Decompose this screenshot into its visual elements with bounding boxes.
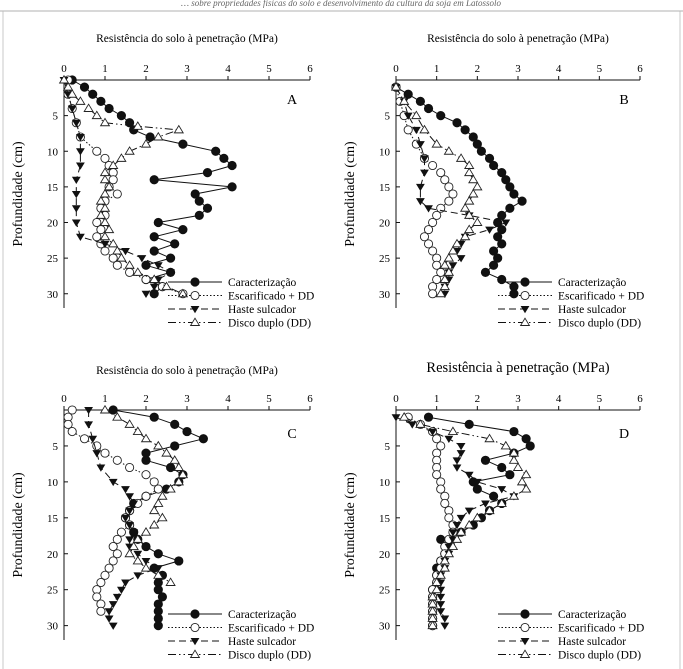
data-point [465, 168, 474, 175]
legend [498, 609, 644, 662]
data-point [109, 623, 118, 630]
legend-marker [521, 278, 529, 286]
data-point [125, 549, 134, 556]
data-point [420, 170, 429, 177]
legend-label: Escarificado + DD [228, 290, 315, 303]
data-point [412, 127, 421, 134]
x-axis-title: Resistência do solo à penetração (MPa) [427, 33, 609, 45]
data-point [424, 413, 432, 421]
y-tick-label: 25 [379, 253, 390, 266]
y-tick-label: 30 [47, 288, 58, 301]
data-point [195, 197, 203, 205]
data-point [166, 578, 175, 585]
x-tick-label: 1 [433, 393, 440, 405]
data-point [514, 463, 523, 470]
legend-label: Disco duplo (DD) [228, 649, 312, 662]
data-point [497, 486, 506, 493]
data-point [518, 478, 527, 485]
data-point [109, 601, 118, 608]
data-point [97, 465, 106, 472]
data-point [510, 427, 518, 435]
data-point [109, 479, 118, 486]
y-tick-label: 30 [47, 620, 58, 633]
data-point [510, 456, 519, 463]
data-point [154, 550, 162, 558]
series-filled-triangle-down [392, 414, 519, 630]
data-point [522, 470, 531, 477]
data-point [449, 262, 458, 269]
data-point [105, 615, 114, 622]
y-tick-label: 15 [379, 512, 390, 525]
data-point [473, 485, 481, 493]
data-point [72, 205, 81, 212]
data-point [440, 623, 449, 630]
data-point [444, 268, 453, 275]
legend-marker [191, 610, 199, 618]
data-point [179, 140, 187, 148]
y-tick-label: 10 [379, 476, 390, 489]
data-point [469, 175, 478, 182]
data-point [101, 406, 110, 413]
data-point [404, 126, 412, 134]
data-point [142, 492, 150, 500]
series-open-circle [64, 76, 187, 298]
legend-label: Disco duplo (DD) [228, 317, 312, 330]
data-point [453, 119, 461, 127]
x-tick-label: 3 [515, 393, 521, 405]
data-point [416, 97, 424, 105]
x-axis-title: Resistência do solo à penetração (MPa) [96, 365, 278, 377]
data-point [199, 435, 207, 443]
y-tick-label: 20 [379, 217, 390, 230]
legend-marker [191, 291, 199, 299]
legend-marker [521, 638, 530, 645]
data-point [498, 240, 506, 248]
y-axis-title: Profundidade (cm) [11, 141, 26, 247]
data-point [440, 282, 449, 289]
data-point [501, 442, 510, 449]
data-point [125, 420, 134, 427]
data-point [121, 580, 130, 587]
legend-label: Disco duplo (DD) [558, 317, 642, 330]
data-point [80, 435, 88, 443]
data-point [72, 191, 81, 198]
data-point [150, 247, 158, 255]
y-tick-label: 10 [47, 476, 58, 489]
data-point [171, 240, 179, 248]
data-point [101, 175, 110, 182]
legend-label: Escarificado + DD [558, 290, 645, 303]
data-point [465, 197, 474, 204]
data-point [477, 147, 485, 155]
data-point [84, 421, 93, 428]
data-point [93, 147, 101, 155]
panel-label: D [618, 427, 630, 442]
data-point [150, 284, 159, 291]
legend-label: Haste sulcador [228, 636, 297, 648]
legend-marker [521, 306, 530, 313]
y-tick-label: 5 [384, 440, 390, 453]
data-point [404, 90, 412, 98]
y-tick-label: 5 [52, 440, 58, 453]
data-point [142, 542, 150, 550]
y-tick-label: 25 [47, 253, 58, 266]
data-point [150, 176, 158, 184]
data-point [440, 261, 449, 268]
data-point [498, 463, 506, 471]
data-point [154, 442, 163, 449]
legend-marker [191, 278, 199, 286]
data-point [154, 133, 163, 140]
data-point [101, 118, 110, 125]
x-tick-label: 4 [555, 63, 562, 75]
legend-label: Escarificado + DD [558, 622, 645, 635]
y-tick-label: 25 [379, 584, 390, 597]
y-axis-title: Profundidade (cm) [343, 472, 358, 578]
data-point [171, 420, 179, 428]
data-point [113, 247, 122, 254]
panel-label: B [619, 93, 629, 108]
x-tick-label: 6 [637, 393, 643, 405]
series-open-triangle-up [400, 413, 531, 629]
legend [168, 609, 314, 662]
data-point [473, 183, 482, 190]
data-point [506, 204, 514, 212]
data-point [228, 161, 236, 169]
x-tick-label: 0 [61, 63, 67, 75]
x-tick-label: 6 [637, 63, 643, 75]
data-point [121, 486, 130, 493]
y-tick-label: 20 [379, 548, 390, 561]
x-tick-label: 3 [184, 63, 190, 75]
data-point [105, 104, 113, 112]
data-point [113, 261, 121, 269]
y-tick-label: 5 [384, 110, 390, 123]
x-tick-label: 4 [225, 63, 231, 75]
x-tick-label: 0 [393, 393, 399, 405]
data-point [150, 413, 158, 421]
data-point [121, 248, 130, 255]
data-point [424, 104, 432, 112]
x-tick-label: 1 [433, 63, 440, 75]
data-point [212, 147, 220, 155]
data-point [469, 190, 478, 197]
data-point [97, 97, 105, 105]
legend-marker [191, 318, 200, 325]
data-point [461, 126, 469, 134]
legend-marker [521, 610, 529, 618]
data-point [109, 240, 118, 247]
data-point [126, 268, 134, 276]
legend-marker [191, 638, 200, 645]
data-point [457, 154, 466, 161]
data-point [97, 607, 105, 615]
data-point [125, 536, 134, 543]
y-tick-label: 25 [47, 584, 58, 597]
data-point [203, 204, 211, 212]
data-point [183, 427, 191, 435]
x-axis-title: Resistência do solo à penetração (MPa) [96, 33, 278, 45]
x-tick-label: 3 [184, 393, 190, 405]
data-point [416, 184, 425, 191]
data-point [436, 601, 445, 608]
panel-label: C [287, 427, 297, 442]
legend-label: Disco duplo (DD) [558, 649, 642, 662]
x-tick-label: 2 [474, 393, 481, 405]
data-point [461, 232, 470, 239]
y-tick-label: 5 [52, 110, 58, 123]
data-point [440, 615, 449, 622]
legend-marker [521, 623, 529, 631]
data-point [490, 492, 498, 500]
data-point [457, 450, 466, 457]
data-point [436, 608, 445, 615]
data-point [522, 485, 531, 492]
data-point [412, 111, 421, 118]
data-point [101, 449, 109, 457]
data-point [68, 427, 76, 435]
legend [168, 277, 314, 330]
data-point [142, 275, 150, 283]
legend-marker [521, 318, 530, 325]
data-point [171, 442, 179, 450]
x-tick-label: 0 [61, 393, 67, 405]
series-filled-circle [68, 76, 236, 298]
data-point [117, 154, 126, 161]
data-point [518, 197, 526, 205]
data-point [429, 290, 437, 298]
data-point [437, 112, 445, 120]
data-point [510, 290, 518, 298]
data-point [429, 161, 437, 169]
y-tick-label: 20 [47, 217, 58, 230]
x-tick-label: 2 [143, 393, 149, 405]
data-point [453, 465, 462, 472]
legend-marker [191, 306, 200, 313]
y-axis-title: Profundidade (cm) [343, 141, 358, 247]
running-title: … sobre propriedades físicas do solo e desenvolvimento da cultura da soja em Latossolo [180, 0, 502, 8]
data-point [154, 218, 162, 226]
data-point [142, 528, 151, 535]
y-tick-label: 15 [379, 181, 390, 194]
data-point [392, 414, 401, 421]
data-point [142, 471, 150, 479]
data-point [444, 147, 453, 154]
data-point [113, 456, 121, 464]
data-point [481, 456, 489, 464]
legend-label: Caracterização [558, 609, 627, 621]
data-point [76, 163, 85, 170]
y-tick-label: 10 [379, 146, 390, 159]
data-point [133, 572, 142, 579]
data-point [461, 204, 470, 211]
legend-label: Haste sulcador [558, 304, 627, 316]
data-point [154, 485, 162, 493]
panel-d [343, 360, 644, 662]
y-tick-label: 30 [379, 620, 390, 633]
panels [11, 33, 644, 662]
data-point [436, 594, 445, 601]
x-tick-label: 4 [555, 393, 562, 405]
data-point [76, 234, 85, 241]
y-tick-label: 15 [47, 181, 58, 194]
series-open-triangle-up [60, 76, 188, 297]
x-tick-label: 1 [102, 63, 108, 75]
data-point [526, 442, 534, 450]
legend-marker [521, 291, 529, 299]
data-point [485, 227, 494, 234]
y-tick-label: 15 [47, 512, 58, 525]
x-tick-label: 5 [266, 393, 272, 405]
data-point [142, 291, 151, 298]
data-point [457, 443, 466, 450]
x-tick-label: 6 [307, 393, 313, 405]
x-tick-label: 5 [266, 63, 272, 75]
panel-a [11, 33, 314, 330]
x-tick-label: 5 [596, 63, 603, 75]
panel-c [11, 365, 314, 662]
x-tick-label: 0 [393, 63, 399, 75]
legend [498, 277, 644, 330]
data-point [126, 463, 134, 471]
data-point [444, 254, 453, 261]
data-point [84, 407, 93, 414]
data-point [195, 211, 203, 219]
data-point [453, 457, 462, 464]
x-tick-label: 5 [596, 393, 603, 405]
data-point [506, 471, 514, 479]
data-point [89, 90, 97, 98]
legend-marker [191, 650, 200, 657]
data-point [154, 499, 163, 506]
data-point [150, 506, 159, 513]
data-point [167, 254, 175, 262]
data-point [142, 261, 150, 269]
panel-b [343, 33, 644, 330]
legend-label: Caracterização [558, 277, 627, 289]
data-point [481, 268, 489, 276]
data-point [133, 427, 142, 434]
data-point [150, 233, 158, 241]
data-point [174, 126, 183, 133]
data-point [510, 492, 519, 499]
y-tick-label: 10 [47, 146, 58, 159]
data-point [154, 622, 162, 630]
data-point [457, 515, 466, 522]
data-point [203, 169, 211, 177]
data-point [113, 594, 122, 601]
legend-label: Escarificado + DD [228, 622, 315, 635]
data-point [105, 608, 114, 615]
x-tick-label: 1 [102, 393, 108, 405]
data-point [420, 126, 429, 133]
data-point [444, 436, 453, 443]
data-point [220, 154, 228, 162]
data-point [80, 83, 88, 91]
data-point [72, 177, 81, 184]
data-point [465, 420, 473, 428]
data-point [84, 104, 93, 111]
data-point [174, 463, 183, 470]
data-point [167, 463, 175, 471]
data-point [490, 161, 498, 169]
data-point [175, 557, 183, 565]
data-point [490, 261, 498, 269]
legend-label: Haste sulcador [228, 304, 297, 316]
panel-label: A [286, 93, 298, 108]
x-tick-label: 6 [307, 63, 313, 75]
x-axis-title: Resistência à penetração (MPa) [426, 360, 610, 376]
data-point [179, 226, 187, 234]
legend-marker [191, 623, 199, 631]
legend-label: Caracterização [228, 277, 297, 289]
data-point [445, 197, 453, 205]
data-point [101, 218, 110, 225]
x-tick-label: 3 [515, 63, 521, 75]
legend-marker [521, 650, 530, 657]
y-axis-title: Profundidade (cm) [11, 472, 26, 578]
legend-label: Haste sulcador [558, 636, 627, 648]
x-tick-label: 2 [474, 63, 481, 75]
legend-label: Caracterização [228, 609, 297, 621]
data-point [76, 148, 85, 155]
data-point [457, 255, 466, 262]
data-point [142, 456, 150, 464]
x-tick-label: 4 [225, 393, 231, 405]
y-tick-label: 30 [379, 288, 390, 301]
x-tick-label: 2 [143, 63, 149, 75]
y-tick-label: 20 [47, 548, 58, 561]
data-point [510, 190, 518, 198]
data-point [72, 220, 81, 227]
data-point [117, 587, 126, 594]
data-point [125, 147, 134, 154]
data-point [117, 254, 126, 261]
data-point [228, 183, 236, 191]
data-point [92, 450, 101, 457]
series-filled-circle [392, 83, 526, 298]
data-point [113, 190, 121, 198]
data-point [117, 112, 125, 120]
data-point [133, 268, 142, 275]
data-point [105, 225, 114, 232]
